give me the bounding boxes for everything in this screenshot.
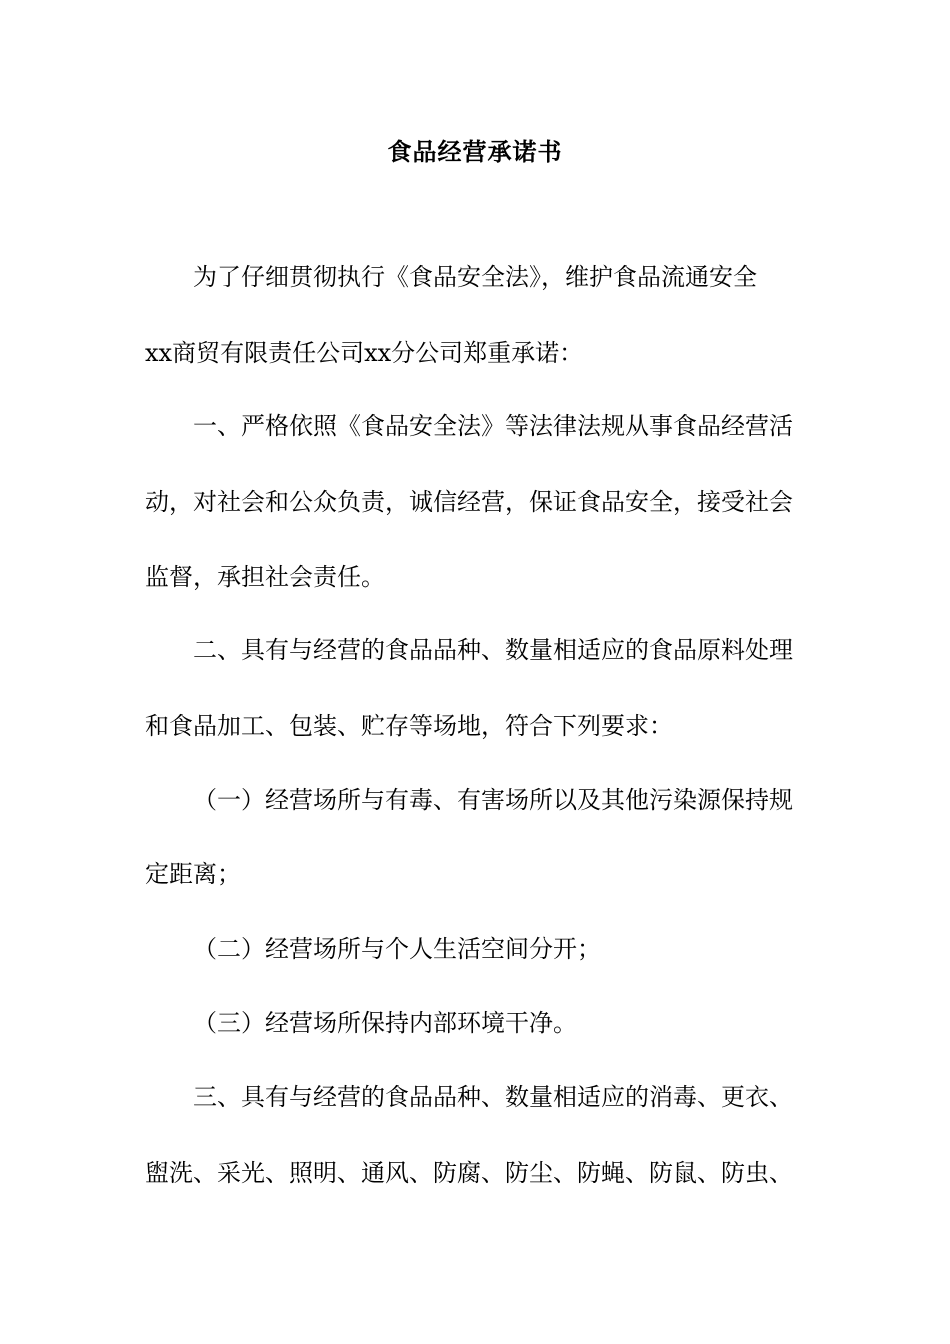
paragraph-line: （三）经营场所保持内部环境干净。	[193, 1009, 577, 1037]
paragraph-line: （一）经营场所与有毒、有害场所以及其他污染源保持规	[193, 786, 793, 814]
paragraph-line: 一、严格依照《食品安全法》等法律法规从事食品经营活	[193, 412, 793, 440]
paragraph-line: 三、具有与经营的食品品种、数量相适应的消毒、更衣、	[193, 1083, 793, 1111]
paragraph-line: 动，对社会和公众负责，诚信经营，保证食品安全，接受社会	[145, 488, 793, 516]
paragraph-line: 和食品加工、包装、贮存等场地，符合下列要求：	[145, 712, 673, 740]
paragraph-line: 为了仔细贯彻执行《食品安全法》，维护食品流通安全	[193, 263, 757, 291]
paragraph-line: （二）经营场所与个人生活空间分开；	[193, 935, 601, 963]
paragraph-line: 定距离；	[145, 860, 241, 888]
document-title: 食品经营承诺书	[387, 137, 563, 166]
paragraph-line: xx商贸有限责任公司xx分公司郑重承诺：	[145, 339, 584, 367]
paragraph-line: 盥洗、采光、照明、通风、防腐、防尘、防蝇、防鼠、防虫、	[145, 1159, 793, 1187]
paragraph-line: 二、具有与经营的食品品种、数量相适应的食品原料处理	[193, 636, 793, 664]
paragraph-line: 监督，承担社会责任。	[145, 563, 385, 591]
